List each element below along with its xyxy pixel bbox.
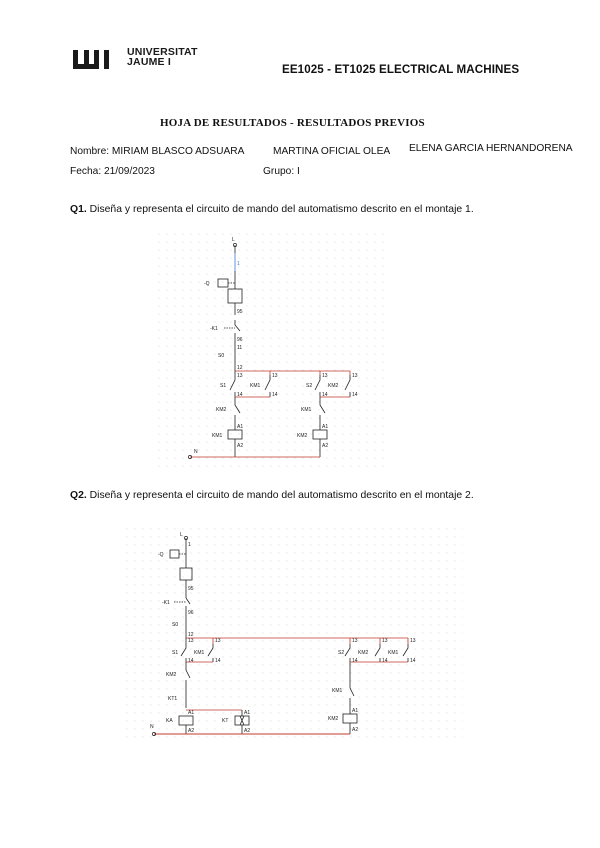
q2-label-KM2a: KM2 [358, 650, 369, 656]
q2-label-KT1: KT1 [168, 696, 178, 702]
uji-logo-icon [73, 50, 121, 69]
q2-label-S2: S2 [338, 650, 345, 656]
q1-label-13d: 13 [352, 373, 358, 379]
q2-label-95: 95 [188, 586, 194, 592]
q2-label-A1a: A1 [188, 710, 195, 716]
q1-label-KM2c: KM2 [297, 433, 308, 439]
q2-label-KM2b: KM2 [166, 672, 177, 678]
q1-label-14b: 14 [272, 392, 278, 398]
q2-label-KM2c: KM2 [328, 716, 339, 722]
q2-label-14b: 14 [215, 658, 221, 664]
fecha: Fecha: 21/09/2023 [70, 166, 155, 177]
q1-text: Diseña y representa el circuito de mando del automatismo descrito en el montaje 1. [89, 204, 474, 215]
logo-line1: UNIVERSITAT [127, 46, 198, 58]
q1-label-K: -K1 [210, 326, 218, 332]
q2-label-12: 12 [188, 632, 194, 638]
q2-label-96: 96 [188, 610, 194, 616]
q2-label-14d: 14 [382, 658, 388, 664]
q1-label-14d: 14 [352, 392, 358, 398]
q1-statement [70, 204, 474, 215]
q1-number: Q1. [70, 204, 87, 215]
q2-label-14c: 14 [352, 658, 358, 664]
q2-number: Q2. [70, 490, 87, 501]
q1-label-KM1c: KM1 [212, 433, 223, 439]
nombre-label: Nombre: [70, 146, 110, 157]
q2-label-S0: S0 [172, 622, 179, 628]
q1-label-13c: 13 [322, 373, 328, 379]
q1-label-S0: S0 [218, 353, 225, 359]
logo-text [127, 47, 198, 67]
q1-label-A1a: A1 [237, 424, 244, 430]
nombre-3: ELENA GARCIA HERNANDORENA [409, 143, 573, 154]
q1-label-KM1a: KM1 [250, 383, 261, 389]
q1-label-KM2a: KM2 [328, 383, 339, 389]
q1-label-96: 96 [237, 337, 243, 343]
q2-label-A1b: A1 [244, 710, 251, 716]
q2-label-A1c: A1 [352, 708, 359, 714]
q2-label-KT: KT [222, 718, 229, 724]
q2-label-A2c: A2 [352, 727, 359, 733]
nombre-line [70, 146, 244, 157]
course-title: EE1025 - ET1025 ELECTRICAL MACHINES [282, 63, 520, 76]
q2-label-KM1c: KM1 [332, 688, 343, 694]
q2-label-14e: 14 [410, 658, 416, 664]
q1-label-Q: -Q [204, 281, 210, 287]
q1-label-S1: S1 [220, 383, 227, 389]
q2-label-A2b: A2 [244, 728, 251, 734]
q1-label-95: 95 [237, 309, 243, 315]
q2-label-13c: 13 [352, 638, 358, 644]
q1-label-12: 12 [237, 365, 243, 371]
q1-label-A1b: A1 [322, 424, 329, 430]
q1-circuit-diagram [150, 225, 390, 475]
q2-label-KM1a: KM1 [194, 650, 205, 656]
q1-label-KM2b: KM2 [216, 407, 227, 413]
page-title: HOJA DE RESULTADOS - RESULTADOS PREVIOS [160, 117, 425, 129]
logo-line2: JAUME I [127, 56, 171, 68]
q2-label-Q: -Q [158, 552, 164, 558]
q1-label-L: L [232, 237, 235, 243]
q1-label-A2a: A2 [237, 443, 244, 449]
q2-label-1: 1 [188, 542, 191, 548]
q2-statement [70, 490, 474, 501]
q2-label-S1: S1 [172, 650, 179, 656]
q1-label-S2: S2 [306, 383, 313, 389]
q2-label-13b: 13 [215, 638, 221, 644]
q2-label-14a: 14 [188, 658, 194, 664]
q2-label-N: N [150, 724, 154, 730]
q2-label-13d: 13 [382, 638, 388, 644]
q2-text: Diseña y representa el circuito de mando del automatismo descrito en el montaje 2. [89, 490, 474, 501]
nombre-1: MIRIAM BLASCO ADSUARA [111, 146, 245, 157]
q1-label-1: 1 [237, 261, 240, 267]
q1-label-KM1b: KM1 [301, 407, 312, 413]
q2-label-13e: 13 [410, 638, 416, 644]
q2-label-K: -K1 [162, 600, 170, 606]
q2-label-KA: KA [166, 718, 173, 724]
q1-label-A2b: A2 [322, 443, 329, 449]
q1-label-14a: 14 [237, 392, 243, 398]
grupo: Grupo: I [263, 166, 300, 177]
q2-label-KM1b: KM1 [388, 650, 399, 656]
q2-label-13a: 13 [188, 638, 194, 644]
q2-circuit-diagram [118, 520, 468, 745]
nombre-2: MARTINA OFICIAL OLEA [273, 146, 391, 157]
q1-label-11: 11 [237, 345, 243, 351]
q1-label-13b: 13 [272, 373, 278, 379]
q1-label-14c: 14 [322, 392, 328, 398]
q2-label-L: L [180, 532, 183, 538]
q1-label-13a: 13 [237, 373, 243, 379]
q1-label-N: N [194, 449, 198, 455]
q2-label-A2a: A2 [188, 728, 195, 734]
